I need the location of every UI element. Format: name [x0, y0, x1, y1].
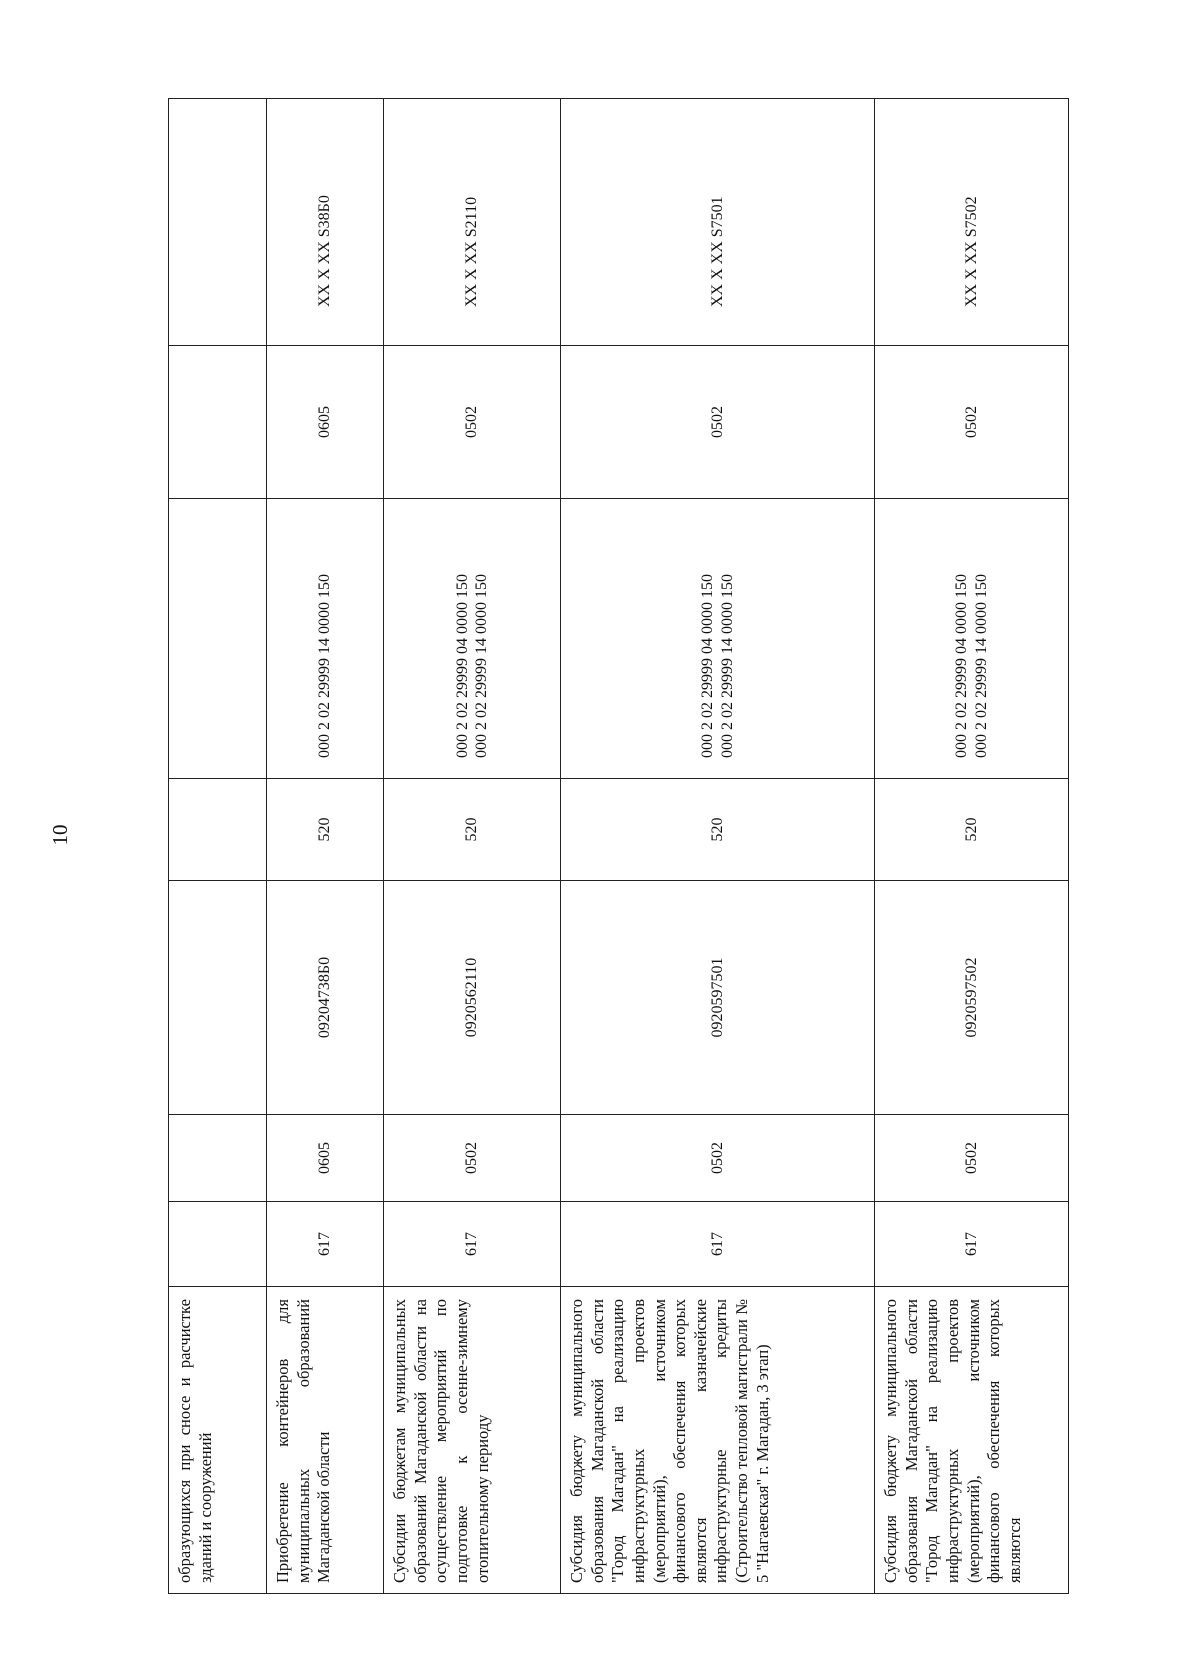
table-row [384, 99, 561, 1594]
municipal-section-code-cell: 0502 [875, 346, 1069, 499]
income-code-line: 000 2 02 29999 14 0000 150 [473, 574, 490, 758]
table-row [875, 99, 1069, 1594]
section-code-cell [169, 1115, 267, 1202]
grbs-code-cell: 617 [267, 1202, 384, 1287]
municipal-target-code-cell: XX X XX S7501 [561, 99, 875, 346]
municipal-target-code-cell: XX X XX S38Б0 [267, 99, 384, 346]
municipal-target-code-cell: XX X XX S2110 [384, 99, 561, 346]
grbs-code-cell: 617 [561, 1202, 875, 1287]
income-code-line: 000 2 02 29999 14 0000 150 [718, 574, 736, 758]
row-description: образующихся при сносе и расчистке зданий и сооружений [169, 1287, 267, 1594]
expense-type-code-cell: 520 [384, 779, 561, 881]
rotated-table-container [168, 99, 1068, 1594]
income-code-line: 000 2 02 29999 04 0000 150 [453, 574, 471, 758]
income-code-cell [561, 499, 875, 779]
target-article-code-cell: 0920597501 [561, 881, 875, 1115]
income-code-line: 000 2 02 29999 14 0000 150 [972, 574, 990, 758]
income-code-line: 000 2 02 29999 14 0000 150 [316, 574, 334, 758]
row-description: Приобретение контейнеров для муниципальных образований Магаданской области [267, 1287, 384, 1594]
income-code-cell [384, 499, 561, 779]
section-code-cell: 0502 [875, 1115, 1069, 1202]
income-code-cell [875, 499, 1069, 779]
municipal-target-code-cell [169, 99, 267, 346]
target-article-code-cell: 0920562110 [384, 881, 561, 1115]
grbs-code-cell [169, 1202, 267, 1287]
municipal-target-code-cell: XX X XX S7502 [875, 99, 1069, 346]
budget-codes-table [168, 98, 1069, 1594]
target-article-code-cell: 09204738Б0 [267, 881, 384, 1115]
income-code-line: 000 2 02 29999 04 0000 150 [699, 574, 717, 758]
municipal-section-code-cell [169, 346, 267, 499]
target-article-code-cell: 0920597502 [875, 881, 1069, 1115]
section-code-cell: 0502 [384, 1115, 561, 1202]
table-row [169, 99, 267, 1594]
section-code-cell: 0605 [267, 1115, 384, 1202]
section-code-cell: 0502 [561, 1115, 875, 1202]
grbs-code-cell: 617 [875, 1202, 1069, 1287]
row-description: Субсидии бюджетам муниципальных образований Магаданской области на осуществление мероприятий по подготовке к осенне-зимнему отопительному периоду [384, 1287, 561, 1594]
table-row [267, 99, 384, 1594]
expense-type-code-cell: 520 [561, 779, 875, 881]
expense-type-code-cell: 520 [267, 779, 384, 881]
grbs-code-cell: 617 [384, 1202, 561, 1287]
income-code-cell [169, 499, 267, 779]
page-number: 10 [48, 824, 72, 846]
municipal-section-code-cell: 0502 [384, 346, 561, 499]
income-code-cell [267, 499, 384, 779]
target-article-code-cell [169, 881, 267, 1115]
table-row [561, 99, 875, 1594]
row-description: Субсидия бюджету муниципального образования Магаданской области "Город Магадан" на реализацию инфраструктурных проектов (мероприятий), источником финансового обеспечения которых являются казначейские инфраструктурные кредиты (Строительство тепловой магистрали № 5 "Нагаевская" г. Магадан, 3 этап) [561, 1287, 875, 1594]
income-code-line: 000 2 02 29999 04 0000 150 [953, 574, 971, 758]
row-description: Субсидия бюджету муниципального образования Магаданской области "Город Магадан" на реализацию инфраструктурных проектов (мероприятий), источником финансового обеспечения которых являются [875, 1287, 1069, 1594]
municipal-section-code-cell: 0502 [561, 346, 875, 499]
municipal-section-code-cell: 0605 [267, 346, 384, 499]
expense-type-code-cell: 520 [875, 779, 1069, 881]
expense-type-code-cell [169, 779, 267, 881]
